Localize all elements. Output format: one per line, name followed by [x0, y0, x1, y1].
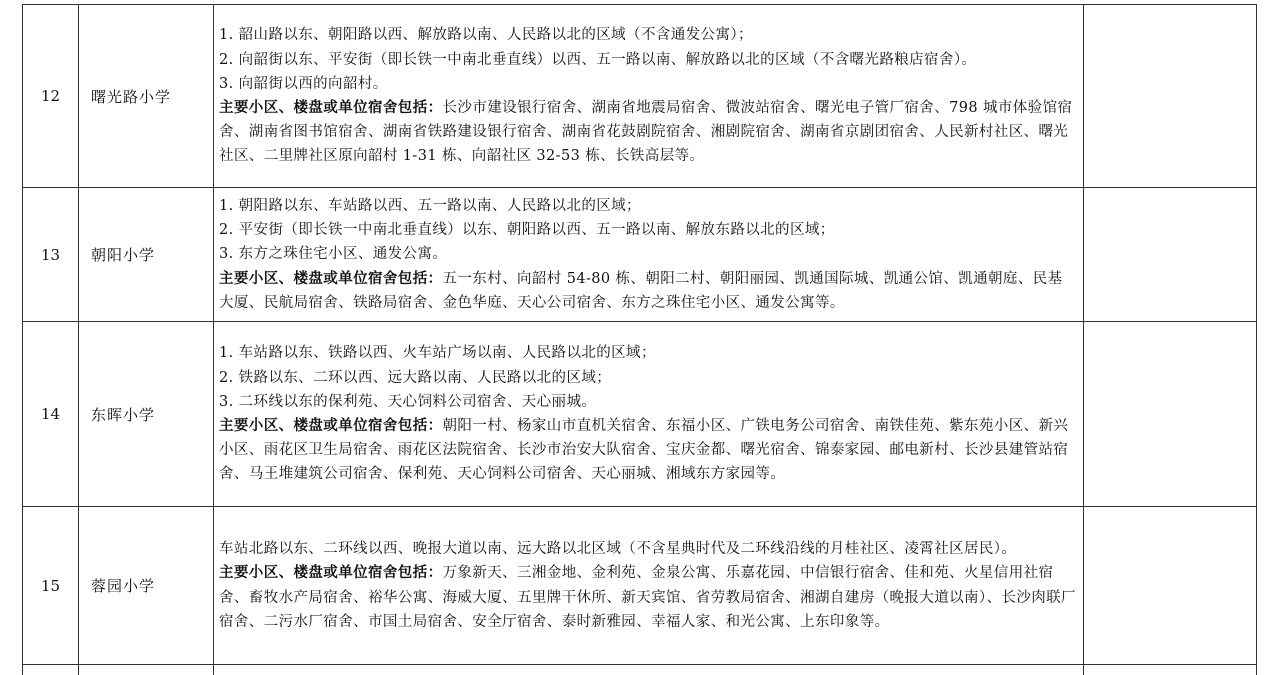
school-name: 朝阳小学 [79, 188, 214, 322]
note-cell [1084, 188, 1257, 322]
school-district-table [22, 4, 1257, 675]
main-communities-label: 主要小区、楼盘或单位宿舍包括： [219, 564, 443, 581]
row-number: 15 [23, 507, 79, 665]
area-line: 1. 韶山路以东、朝阳路以西、解放路以南、人民路以北的区域（不含通发公寓）； [219, 23, 1077, 47]
note-cell [1084, 322, 1257, 507]
table-row [23, 322, 1257, 507]
area-line: 3. 向韶街以西的向韶村。 [219, 72, 1077, 96]
table-row [23, 507, 1257, 665]
area-description [214, 322, 1084, 507]
row-number: 14 [23, 322, 79, 507]
main-communities-text: 五一东村、向韶村 54-80 栋、朝阳二村、朝阳丽园、凯通国际城、凯通公馆、凯通朝庭、民基大厦、民航局宿舍、铁路局宿舍、金色华庭、天心公司宿舍、东方之珠住宅小区、通发公寓等。 [219, 271, 1063, 311]
area-description [214, 5, 1084, 188]
area-line: 1. 朝阳路以东、车站路以西、五一路以南、人民路以北的区域； [219, 194, 1077, 218]
main-communities-text: 万象新天、三湘金地、金利苑、金泉公寓、乐嘉花园、中信银行宿舍、佳和苑、火星信用社宿舍、畜牧水产局宿舍、裕华公寓、海威大厦、五里牌干休所、新天宾馆、省劳教局宿舍、湘湖自建房（晚报大道以南）、长沙肉联厂宿舍、二污水厂宿舍、市国土局宿舍、安全厅宿舍、泰时新雅园、幸福人家、和光公寓、上东印象等。 [219, 565, 1076, 629]
area-line: 2. 铁路以东、二环以西、远大路以南、人民路以北的区域； [219, 366, 1077, 390]
area-line: 3. 二环线以东的保利苑、天心饲料公司宿舍、天心丽城。 [219, 390, 1077, 414]
area-line: 1. 车站路以东、铁路以西、火车站广场以南、人民路以北的区域； [219, 341, 1077, 365]
main-communities [219, 96, 1077, 169]
area-line: 2. 向韶街以东、平安街（即长铁一中南北垂直线）以西、五一路以南、解放路以北的区域（不含曙光路粮店宿舍）。 [219, 48, 1077, 72]
school-name: 东晖小学 [79, 322, 214, 507]
note-cell [1084, 507, 1257, 665]
main-communities [219, 267, 1077, 315]
area-description [214, 507, 1084, 665]
main-communities-label: 主要小区、楼盘或单位宿舍包括： [219, 417, 443, 434]
area-description [214, 188, 1084, 322]
area-line: 车站北路以东、二环线以西、晚报大道以南、远大路以北区域（不含星典时代及二环线沿线的月桂社区、凌霄社区居民）。 [219, 537, 1077, 561]
main-communities-label: 主要小区、楼盘或单位宿舍包括： [219, 99, 443, 116]
row-number: 12 [23, 5, 79, 188]
school-name: 蓉园小学 [79, 507, 214, 665]
main-communities [219, 561, 1077, 634]
area-line: 3. 东方之珠住宅小区、通发公寓。 [219, 242, 1077, 266]
main-communities-text: 朝阳一村、杨家山市直机关宿舍、东福小区、广铁电务公司宿舍、南铁佳苑、紫东苑小区、新兴小区、雨花区卫生局宿舍、雨花区法院宿舍、长沙市治安大队宿舍、宝庆金都、曙光宿舍、锦泰家园、邮电新村、长沙县建管站宿舍、马王堆建筑公司宿舍、保利苑、天心饲料公司宿舍、天心丽城、湘域东方家园等。 [219, 418, 1068, 482]
main-communities-text: 长沙市建设银行宿舍、湖南省地震局宿舍、微波站宿舍、曙光电子管厂宿舍、798 城市体验馆宿舍、湖南省图书馆宿舍、湖南省铁路建设银行宿舍、湖南省花鼓剧院宿舍、湘剧院宿舍、湖南省京剧团宿舍、人民新村社区、曙光社区、二里牌社区原向韶村 1-31 栋、向韶社区 32-53 栋、长铁高层等。 [219, 100, 1072, 164]
table-row [23, 188, 1257, 322]
row-number: 13 [23, 188, 79, 322]
note-cell [1084, 5, 1257, 188]
area-line: 2. 平安街（即长铁一中南北垂直线）以东、朝阳路以西、五一路以南、解放东路以北的区域； [219, 218, 1077, 242]
table-row [23, 5, 1257, 188]
main-communities-label: 主要小区、楼盘或单位宿舍包括： [219, 270, 443, 287]
school-name: 曙光路小学 [79, 5, 214, 188]
main-communities [219, 414, 1077, 487]
